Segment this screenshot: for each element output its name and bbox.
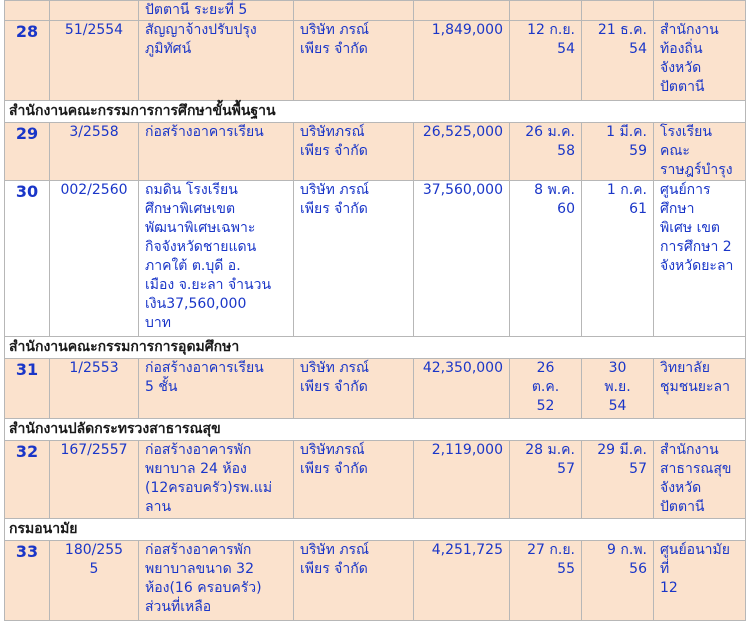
company-cell xyxy=(294,1,414,21)
row-number: 32 xyxy=(5,441,50,519)
contract-amount: 2,119,000 xyxy=(414,441,510,519)
contract-number: 180/255 5 xyxy=(50,541,139,621)
agency-name: ศูนย์การศึกษา พิเศษ เขต การศึกษา 2 จังหวัดยะลา xyxy=(654,181,746,337)
company-name: บริษัท ภรณ์ เพียร จำกัด xyxy=(294,359,414,419)
agency-name: โรงเรียนคณะ ราษฎร์บำรุง xyxy=(654,123,746,181)
agency-name: สำนักงาน ท้องถิ่น จังหวัด ปัตตานี xyxy=(654,21,746,101)
end-date: 30 พ.ย. 54 xyxy=(582,359,654,419)
contract-amount: 4,251,725 xyxy=(414,541,510,621)
section-header-row xyxy=(5,419,746,441)
start-date: 8 พ.ค. 60 xyxy=(510,181,582,337)
section-header-row xyxy=(5,337,746,359)
end-date: 1 มี.ค. 59 xyxy=(582,123,654,181)
contract-number: 51/2554 xyxy=(50,21,139,101)
amount-cell xyxy=(414,1,510,21)
contracts-table xyxy=(4,0,746,621)
contract-number: 002/2560 xyxy=(50,181,139,337)
company-name: บริษัท ภรณ์ เพียร จำกัด xyxy=(294,541,414,621)
project-description: สัญญาจ้างปรับปรุง ภูมิทัศน์ xyxy=(139,21,294,101)
row-number: 31 xyxy=(5,359,50,419)
end-date: 9 ก.พ. 56 xyxy=(582,541,654,621)
no-cell xyxy=(5,1,50,21)
table-row xyxy=(5,1,746,21)
row-number: 28 xyxy=(5,21,50,101)
project-description: ก่อสร้างอาคารเรียน 5 ชั้น xyxy=(139,359,294,419)
end-date: 1 ก.ค. 61 xyxy=(582,181,654,337)
agency-name: วิทยาลัย ชุมชนยะลา xyxy=(654,359,746,419)
row-number: 30 xyxy=(5,181,50,337)
agency-name: ศูนย์อนามัยที่ 12 xyxy=(654,541,746,621)
company-name: บริษัท ภรณ์ เพียร จำกัด xyxy=(294,181,414,337)
company-name: บริษัท ภรณ์ เพียร จำกัด xyxy=(294,21,414,101)
project-cell: ปัตตานี ระยะที่ 5 xyxy=(139,1,294,21)
procurement-table-page xyxy=(4,0,745,621)
contract-number: 3/2558 xyxy=(50,123,139,181)
end-date: 29 มี.ค. 57 xyxy=(582,441,654,519)
section-title: สำนักงานคณะกรรมการการอุดมศึกษา xyxy=(5,337,746,359)
start-date: 27 ก.ย. 55 xyxy=(510,541,582,621)
project-description: ก่อสร้างอาคารเรียน xyxy=(139,123,294,181)
start-date: 26 ม.ค. 58 xyxy=(510,123,582,181)
agency-cell xyxy=(654,1,746,21)
section-header-row xyxy=(5,519,746,541)
section-header-row xyxy=(5,101,746,123)
company-name: บริษัทภรณ์ เพียร จำกัด xyxy=(294,441,414,519)
table-row xyxy=(5,21,746,101)
start-date-cell xyxy=(510,1,582,21)
contract-amount: 1,849,000 xyxy=(414,21,510,101)
contract-cell xyxy=(50,1,139,21)
section-title: สำนักงานปลัดกระทรวงสาธารณสุข xyxy=(5,419,746,441)
table-row xyxy=(5,441,746,519)
end-date-cell xyxy=(582,1,654,21)
project-description: ก่อสร้างอาคารพัก พยาบาลขนาด 32 ห้อง(16 ครอบครัว) ส่วนที่เหลือ xyxy=(139,541,294,621)
contract-number: 167/2557 xyxy=(50,441,139,519)
company-name: บริษัทภรณ์ เพียร จำกัด xyxy=(294,123,414,181)
contract-amount: 42,350,000 xyxy=(414,359,510,419)
table-row xyxy=(5,359,746,419)
row-number: 29 xyxy=(5,123,50,181)
contract-amount: 26,525,000 xyxy=(414,123,510,181)
start-date: 28 ม.ค. 57 xyxy=(510,441,582,519)
project-description: ก่อสร้างอาคารพัก พยาบาล 24 ห้อง (12ครอบครัว)รพ.แม่ ลาน xyxy=(139,441,294,519)
section-title: กรมอนามัย xyxy=(5,519,746,541)
table-row xyxy=(5,541,746,621)
start-date: 26 ต.ค. 52 xyxy=(510,359,582,419)
table-row xyxy=(5,181,746,337)
table-row xyxy=(5,123,746,181)
agency-name: สำนักงาน สาธารณสุข จังหวัด ปัตตานี xyxy=(654,441,746,519)
contract-amount: 37,560,000 xyxy=(414,181,510,337)
row-number: 33 xyxy=(5,541,50,621)
project-description: ถมดิน โรงเรียน ศึกษาพิเศษเขต พัฒนาพิเศษเฉพาะ กิจจังหวัดชายแดน ภาคใต้ ต.บุดี อ. เมือง จ.ยะลา จำนวน เงิน37,560,000 บาท xyxy=(139,181,294,337)
section-title: สำนักงานคณะกรรมการการศึกษาขั้นพื้นฐาน xyxy=(5,101,746,123)
end-date: 21 ธ.ค. 54 xyxy=(582,21,654,101)
start-date: 12 ก.ย. 54 xyxy=(510,21,582,101)
contract-number: 1/2553 xyxy=(50,359,139,419)
